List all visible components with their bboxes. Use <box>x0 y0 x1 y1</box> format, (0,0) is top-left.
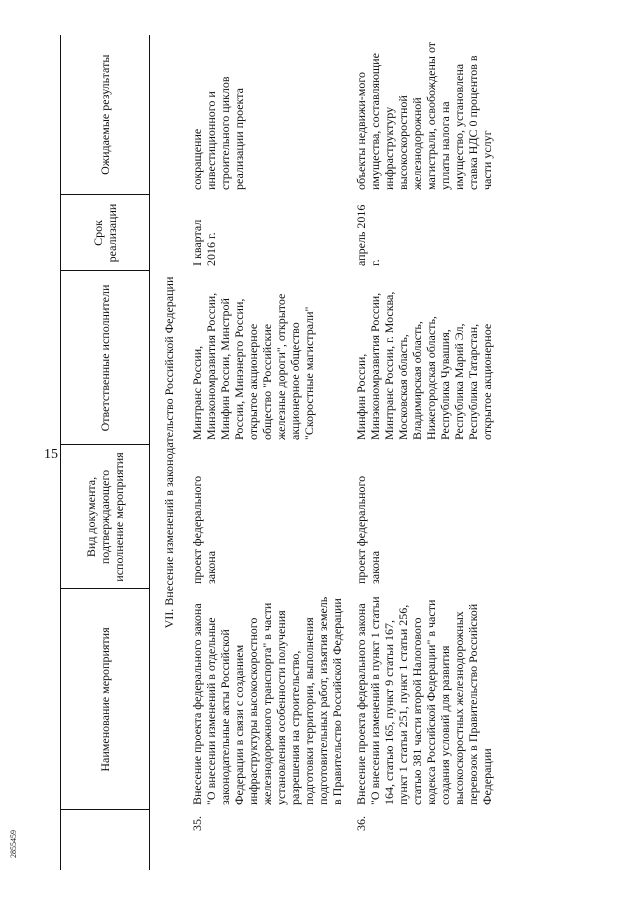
table-row <box>188 35 352 870</box>
row-number: 36. <box>354 816 368 831</box>
document-type: проект федерального закона <box>190 475 218 584</box>
measure-name: Внесение проекта федерального закона "О внесении изменений в пункт 1 статьи 164, статью 165, пункт 9 статьи 167, пункт 1 статьи 251, пункт 1 статьи 256, статью 381 части второй Налогового кодекса Российской Федерации" в части создания условий для развития высокоскоростных железнодорожных перевозок в Правительство Российской Федерации <box>354 596 494 805</box>
responsible-executors: Минфин России, Минэкономразвития России, Минтранс России, г. Москва, Московская область, Владимирская область, Нижегородская область, Республика Чувашия, Республика Марий Эл, Республика Татарстан, открытое акционерное <box>354 291 494 440</box>
document-type: проект федерального закона <box>354 475 382 584</box>
measures-table <box>60 35 502 870</box>
header-responsible: Ответственные исполнители <box>61 271 150 445</box>
header-num <box>61 810 150 870</box>
header-document: Вид документа, подтверждающего исполнение мероприятия <box>61 445 150 589</box>
document-code: 2855459 <box>9 830 18 858</box>
measure-name: Внесение проекта федерального закона "О внесении изменений в отдельные законодательные акты Российской Федерации в связи с созданием инфраструктуры высокоскоростного железнодорожного транспорта" в части установления особенности получения разрешения на строительство, подготовки территории, выполнения подготовительных работ, изъятия земель в Правительство Российской Федерации <box>190 596 344 805</box>
deadline: I квартал 2016 г. <box>190 219 218 266</box>
rotated-table-page <box>60 35 578 870</box>
header-results: Ожидаемые результаты <box>61 35 150 195</box>
expected-results: сокращение инвестиционного и строительного циклов реализации проекта <box>190 76 246 190</box>
section-title-row <box>150 35 189 870</box>
responsible-executors: Минтранс России, Минэкономразвития России, Минфин России, Минстрой России, Минэнерго России, открытое акционерное общество "Российские железные дороги", открытое акционерное общество "Скоростные магистрали" <box>190 292 316 440</box>
table-row <box>352 35 502 870</box>
page-number: 15 <box>44 447 58 462</box>
header-name: Наименование мероприятия <box>61 589 150 810</box>
deadline: апрель 2016 г. <box>354 204 382 266</box>
header-deadline: Срок реализации <box>61 195 150 271</box>
row-number: 35. <box>190 816 204 831</box>
section-title: VII. Внесение изменений в законодательство Российской Федерации <box>162 276 176 629</box>
expected-results: объекты недвижи-мого имущества, составляющие инфраструктуру высокоскоростной железнодорожной магистрали, освобождены от уплаты налога на имущество, установлена ставка НДС 0 процентов в части услуг <box>354 41 494 190</box>
table-header-row <box>61 35 150 870</box>
